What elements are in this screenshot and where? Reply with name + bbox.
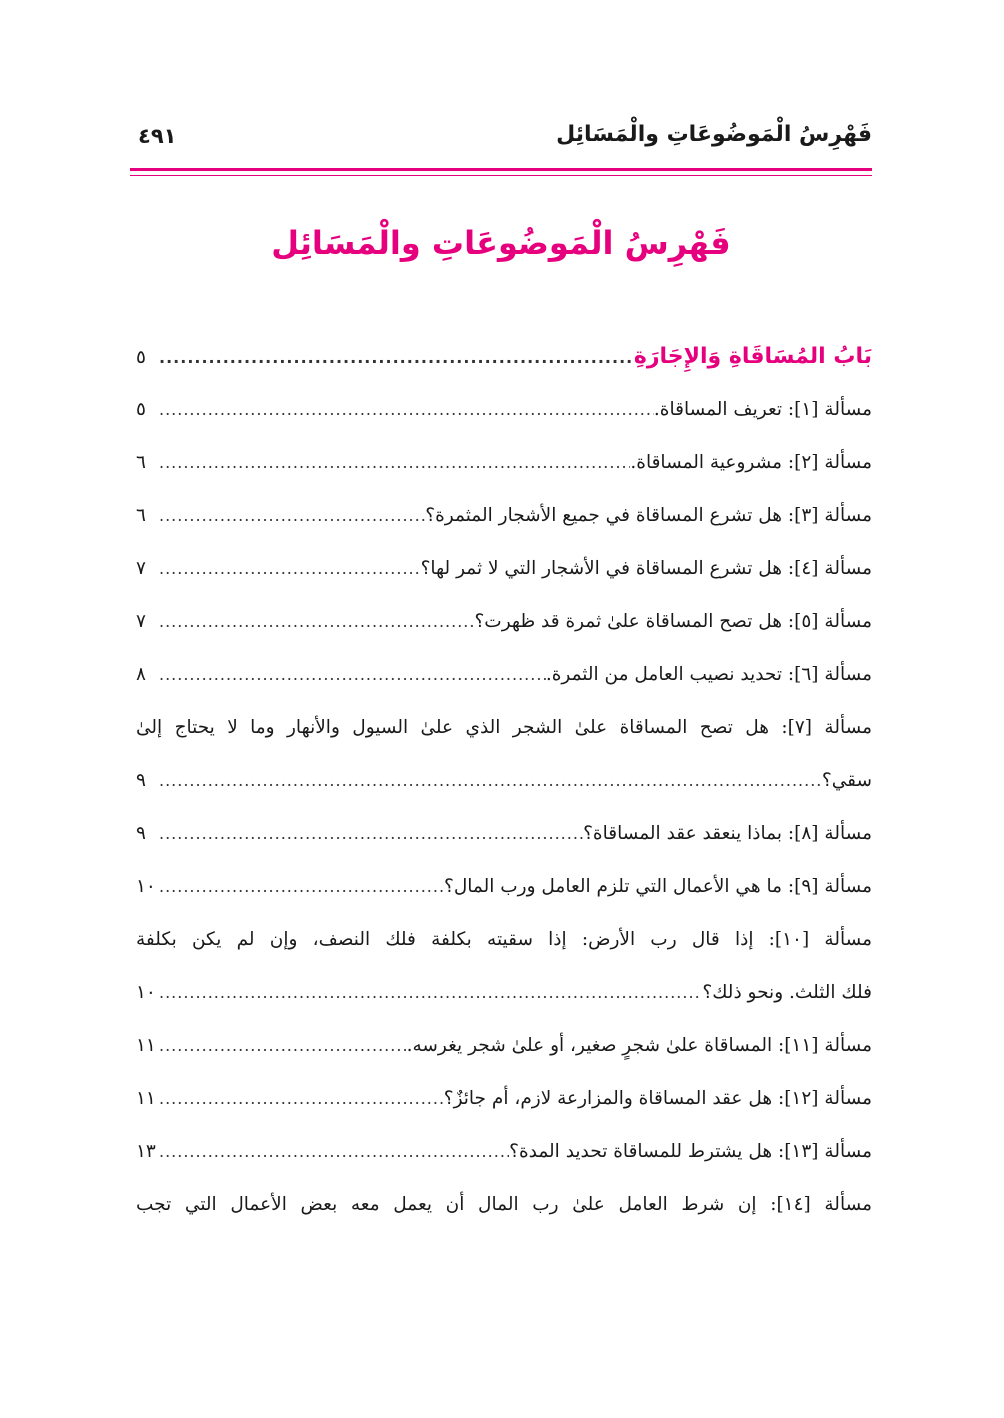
toc-entry-page: ٩ bbox=[136, 823, 146, 844]
toc-entry-label: مسألة [٢]: مشروعية المساقاة. bbox=[630, 452, 872, 473]
page-title: فَهْرِسُ الْمَوضُوعَاتِ والْمَسَائِل bbox=[271, 224, 731, 262]
toc-entry-page: ٦ bbox=[136, 505, 146, 526]
toc-entry-page: ١٠ bbox=[136, 982, 156, 1003]
toc-entry-label: سقي؟ bbox=[821, 770, 872, 791]
header-rule-thick bbox=[130, 168, 872, 171]
toc-entry[interactable] bbox=[136, 913, 872, 966]
toc-leader-dots bbox=[156, 595, 474, 648]
toc-entry[interactable] bbox=[136, 436, 872, 489]
toc-entry[interactable] bbox=[136, 595, 872, 648]
toc-leader-dots bbox=[156, 436, 630, 489]
toc-entry[interactable] bbox=[136, 1125, 872, 1178]
running-header bbox=[130, 118, 872, 164]
toc-entry-label: مسألة [١]: تعريف المساقاة. bbox=[653, 399, 872, 420]
toc-entry[interactable] bbox=[136, 860, 872, 913]
toc-entry-label: مسألة [٩]: ما هي الأعمال التي تلزم العامل ورب المال؟ bbox=[444, 876, 872, 897]
toc-leader-dots bbox=[156, 807, 583, 860]
toc-entry[interactable] bbox=[136, 383, 872, 436]
toc-leader-dots bbox=[156, 1019, 407, 1072]
toc-entry-page: ١١ bbox=[136, 1088, 156, 1109]
toc-entry-continuation[interactable] bbox=[136, 754, 872, 807]
toc-entry-page: ٩ bbox=[136, 770, 146, 791]
toc-leader-dots bbox=[156, 966, 702, 1019]
toc-entry[interactable] bbox=[136, 648, 872, 701]
toc-entry-label: مسألة [٥]: هل تصح المساقاة علىٰ ثمرة قد ظهرت؟ bbox=[474, 611, 872, 632]
toc-entry-label: مسألة [١٣]: هل يشترط للمساقاة تحديد المدة؟ bbox=[509, 1141, 872, 1162]
toc-entry-label: بَابُ المُسَاقَاةِ وَالإِجَارَةِ bbox=[633, 344, 872, 369]
toc-entry-label: مسألة [١١]: المساقاة علىٰ شجرٍ صغير، أو علىٰ شجر يغرسه. bbox=[406, 1035, 872, 1056]
toc-leader-dots bbox=[156, 542, 421, 595]
toc-entry-label: مسألة [١٤]: إن شرط العامل علىٰ رب المال أن يعمل معه بعض الأعمال التي تجب bbox=[136, 1194, 872, 1215]
toc-entry[interactable] bbox=[136, 330, 872, 383]
toc-entry-label: مسألة [٦]: تحديد نصيب العامل من الثمرة. bbox=[545, 664, 872, 685]
toc-entry-page: ٧ bbox=[136, 611, 146, 632]
toc-entry[interactable] bbox=[136, 1178, 872, 1231]
toc-entry-label: مسألة [١٠]: إذا قال رب الأرض: إذا سقيته بكلفة فلك النصف، وإن لم يكن بكلفة bbox=[136, 929, 872, 950]
toc-entry-page: ٨ bbox=[136, 664, 146, 685]
toc-entry-page: ٥ bbox=[136, 347, 146, 368]
toc-leader-dots bbox=[156, 648, 546, 701]
toc-leader-dots bbox=[156, 1072, 444, 1125]
toc-entry-label: مسألة [٤]: هل تشرع المساقاة في الأشجار التي لا ثمر لها؟ bbox=[420, 558, 872, 579]
toc-entry[interactable] bbox=[136, 1019, 872, 1072]
toc-leader-dots bbox=[156, 331, 634, 383]
toc-entry-page: ٦ bbox=[136, 452, 146, 473]
header-rule-thin bbox=[130, 175, 872, 176]
toc-entry[interactable] bbox=[136, 542, 872, 595]
toc-entry[interactable] bbox=[136, 1072, 872, 1125]
toc-leader-dots bbox=[156, 1125, 509, 1178]
toc-entry[interactable] bbox=[136, 489, 872, 542]
running-title: فَهْرِسُ الْمَوضُوعَاتِ والْمَسَائِل bbox=[556, 122, 872, 147]
toc-entry[interactable] bbox=[136, 807, 872, 860]
toc-entry-label: مسألة [١٢]: هل عقد المساقاة والمزارعة لازم، أم جائزٌ؟ bbox=[443, 1088, 872, 1109]
toc-entry-page: ١١ bbox=[136, 1035, 156, 1056]
toc-entry-page: ٧ bbox=[136, 558, 146, 579]
toc-entry-page: ٥ bbox=[136, 399, 146, 420]
toc-entry-continuation[interactable] bbox=[136, 966, 872, 1019]
page-number: ٤٩١ bbox=[138, 124, 177, 148]
toc-entry-label: مسألة [٣]: هل تشرع المساقاة في جميع الأشجار المثمرة؟ bbox=[425, 505, 872, 526]
toc-leader-dots bbox=[156, 754, 822, 807]
toc-leader-dots bbox=[156, 489, 425, 542]
toc-entry-page: ١٣ bbox=[136, 1141, 156, 1162]
toc-entry-page: ١٠ bbox=[136, 876, 156, 897]
toc-entry-label: فلك الثلث. ونحو ذلك؟ bbox=[702, 982, 872, 1003]
toc-leader-dots bbox=[156, 860, 444, 913]
table-of-contents bbox=[136, 330, 872, 1231]
toc-entry[interactable] bbox=[136, 701, 872, 754]
toc-entry-label: مسألة [٨]: بماذا ينعقد عقد المساقاة؟ bbox=[583, 823, 872, 844]
toc-leader-dots bbox=[156, 383, 654, 436]
toc-entry-label: مسألة [٧]: هل تصح المساقاة علىٰ الشجر الذي علىٰ السيول والأنهار وما لا يحتاج إلىٰ bbox=[136, 717, 872, 738]
